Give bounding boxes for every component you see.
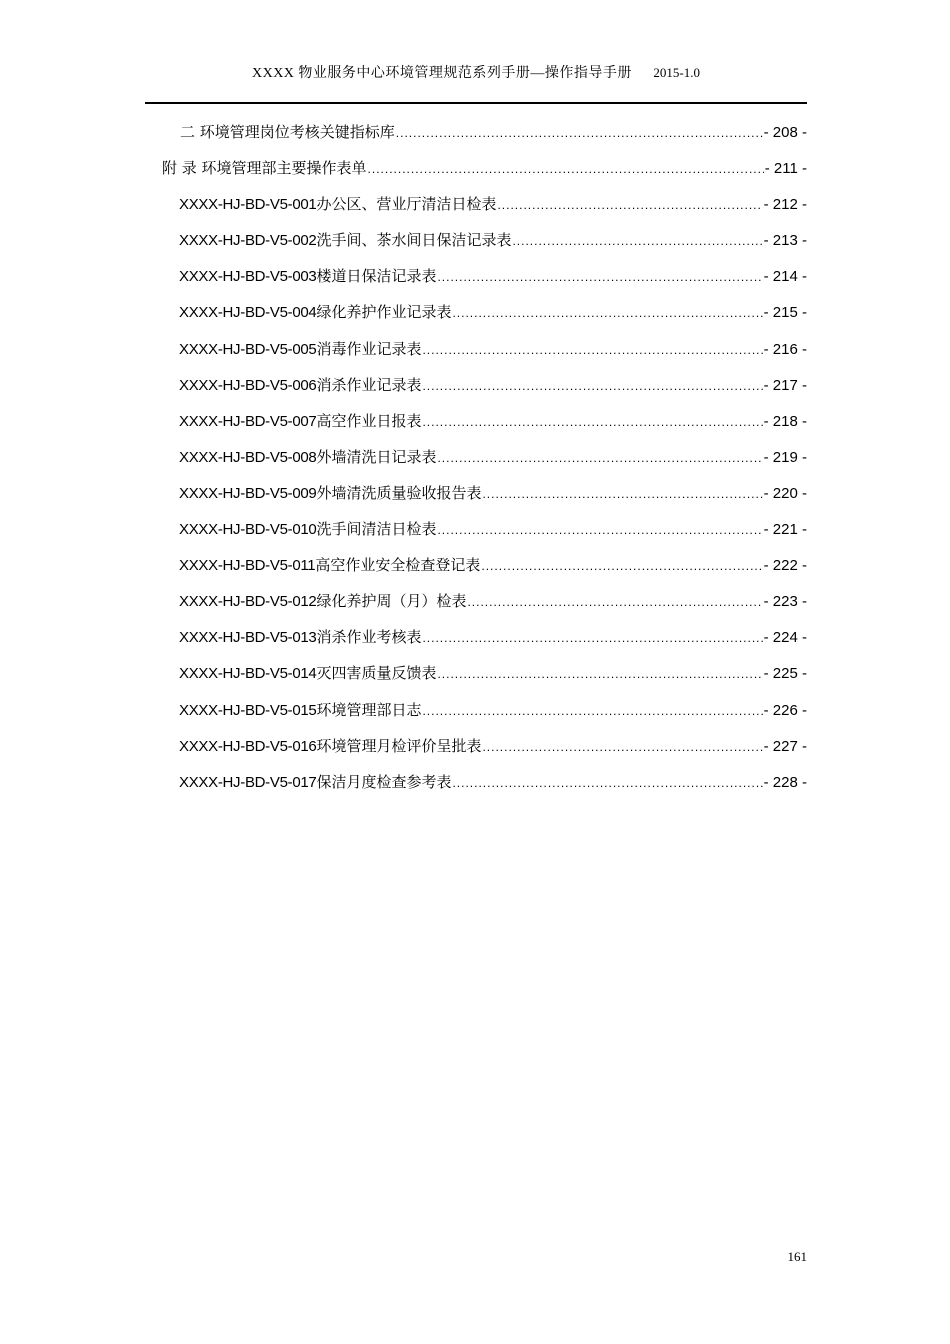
toc-entry-code: XXXX-HJ-BD-V5-012 — [179, 593, 317, 611]
toc-entry-label: 高空作业日报表 — [316, 411, 422, 430]
toc-entry-label: 二 环境管理岗位考核关键指标库 — [180, 123, 395, 141]
toc-entry[interactable] — [145, 446, 807, 482]
page-header — [145, 62, 807, 82]
toc-entry-page: - 222 - — [763, 557, 807, 575]
toc-entry-code: XXXX-HJ-BD-V5-013 — [179, 629, 317, 647]
toc-entry[interactable] — [145, 301, 807, 337]
toc-entry-label: 高空作业安全检查登记表 — [315, 556, 481, 575]
toc-entry[interactable] — [145, 482, 807, 518]
toc-entry[interactable] — [145, 771, 807, 807]
toc-entry-code: XXXX-HJ-BD-V5-002 — [179, 232, 317, 250]
dot-leader — [497, 198, 762, 212]
toc-entry[interactable] — [145, 626, 807, 662]
toc-entry-code: XXXX-HJ-BD-V5-006 — [179, 376, 317, 394]
header-version: 2015-1.0 — [653, 65, 701, 80]
toc-entry[interactable] — [145, 662, 807, 698]
toc-entry-code: XXXX-HJ-BD-V5-011 — [179, 557, 316, 575]
dot-leader — [482, 740, 762, 754]
dot-leader — [437, 523, 762, 537]
dot-leader — [437, 270, 762, 284]
toc-entry-page: - 213 - — [763, 232, 807, 250]
toc-entry-label: 附 录 环境管理部主要操作表单 — [162, 159, 367, 178]
toc-entry-code: XXXX-HJ-BD-V5-016 — [179, 737, 317, 755]
toc-entry-page: - 218 - — [763, 412, 807, 430]
toc-entry[interactable] — [145, 157, 807, 193]
dot-leader — [482, 487, 762, 501]
toc-entry-label: 绿化养护周（月）检表 — [316, 592, 467, 611]
toc-entry-page: - 226 - — [763, 701, 807, 719]
toc-entry-label: 环境管理部日志 — [316, 700, 422, 719]
dot-leader — [437, 667, 762, 681]
toc-entry[interactable] — [145, 410, 807, 446]
toc-entry-code: XXXX-HJ-BD-V5-005 — [179, 340, 317, 358]
toc-entry[interactable] — [145, 193, 807, 229]
toc-entry-page: - 208 - — [763, 124, 807, 141]
toc-entry-label: 保洁月度检查参考表 — [316, 772, 452, 791]
toc-entry-label: 外墙清洗日记录表 — [316, 447, 437, 466]
toc-entry-label: 外墙清洗质量验收报告表 — [316, 483, 482, 502]
toc-entry[interactable] — [145, 229, 807, 265]
toc-entry-page: - 221 - — [763, 521, 807, 539]
toc-entry-page: - 225 - — [763, 665, 807, 683]
toc-entry-code: XXXX-HJ-BD-V5-014 — [179, 665, 317, 683]
table-of-contents — [145, 121, 807, 807]
toc-entry-page: - 214 - — [763, 268, 807, 286]
dot-leader — [481, 559, 762, 573]
dot-leader — [422, 631, 762, 645]
toc-entry-page: - 212 - — [763, 196, 807, 214]
dot-leader — [452, 776, 762, 790]
toc-entry[interactable] — [145, 121, 807, 157]
toc-entry-page: - 220 - — [763, 484, 807, 502]
toc-entry-label: 灭四害质量反馈表 — [316, 664, 437, 683]
header-title: XXXX 物业服务中心环境管理规范系列手册—操作指导手册 — [251, 66, 632, 81]
toc-entry-label: 办公区、营业厅清洁日检表 — [316, 195, 497, 214]
toc-entry-page: - 224 - — [763, 629, 807, 647]
toc-entry[interactable] — [145, 374, 807, 410]
toc-entry-label: 绿化养护作业记录表 — [316, 303, 452, 322]
toc-entry-page: - 228 - — [763, 773, 807, 791]
toc-entry[interactable] — [145, 338, 807, 374]
toc-entry[interactable] — [145, 265, 807, 301]
toc-entry-page: - 216 - — [763, 340, 807, 358]
dot-leader — [422, 379, 762, 393]
toc-entry-label: 消杀作业考核表 — [316, 628, 422, 647]
dot-leader — [467, 595, 762, 609]
toc-entry-code: XXXX-HJ-BD-V5-017 — [179, 773, 317, 791]
toc-entry-code: XXXX-HJ-BD-V5-008 — [179, 448, 317, 466]
toc-entry-label: 洗手间、茶水间日保洁记录表 — [316, 231, 512, 250]
toc-entry[interactable] — [145, 699, 807, 735]
dot-leader — [368, 162, 764, 176]
toc-entry-code: XXXX-HJ-BD-V5-007 — [179, 412, 317, 430]
dot-leader — [396, 126, 763, 140]
toc-entry-label: 消毒作业记录表 — [316, 339, 422, 358]
dot-leader — [422, 343, 762, 357]
dot-leader — [422, 704, 762, 718]
dot-leader — [422, 415, 762, 429]
toc-entry-label: 消杀作业记录表 — [316, 375, 422, 394]
toc-entry-code: XXXX-HJ-BD-V5-001 — [179, 196, 317, 214]
toc-entry-code: XXXX-HJ-BD-V5-009 — [179, 484, 317, 502]
toc-entry[interactable] — [145, 735, 807, 771]
toc-entry-label: 洗手间清洁日检表 — [316, 520, 437, 539]
page-number: 161 — [787, 1249, 807, 1264]
toc-entry-code: XXXX-HJ-BD-V5-004 — [179, 304, 317, 322]
dot-leader — [512, 234, 762, 248]
toc-entry-code: XXXX-HJ-BD-V5-010 — [179, 521, 317, 539]
toc-entry-label: 楼道日保洁记录表 — [316, 267, 437, 286]
dot-leader — [452, 306, 762, 320]
toc-entry-page: - 217 - — [763, 376, 807, 394]
toc-entry-page: - 227 - — [763, 737, 807, 755]
toc-entry-page: - 223 - — [763, 593, 807, 611]
toc-entry-code: XXXX-HJ-BD-V5-015 — [179, 701, 317, 719]
toc-entry-code: XXXX-HJ-BD-V5-003 — [179, 268, 317, 286]
toc-entry-page: - 215 - — [763, 304, 807, 322]
toc-entry-label: 环境管理月检评价呈批表 — [316, 736, 482, 755]
toc-entry[interactable] — [145, 518, 807, 554]
dot-leader — [437, 451, 762, 465]
toc-entry[interactable] — [145, 554, 807, 590]
header-divider — [145, 102, 807, 104]
toc-entry-page: - 211 - — [764, 160, 807, 178]
toc-entry[interactable] — [145, 590, 807, 626]
toc-entry-page: - 219 - — [763, 448, 807, 466]
